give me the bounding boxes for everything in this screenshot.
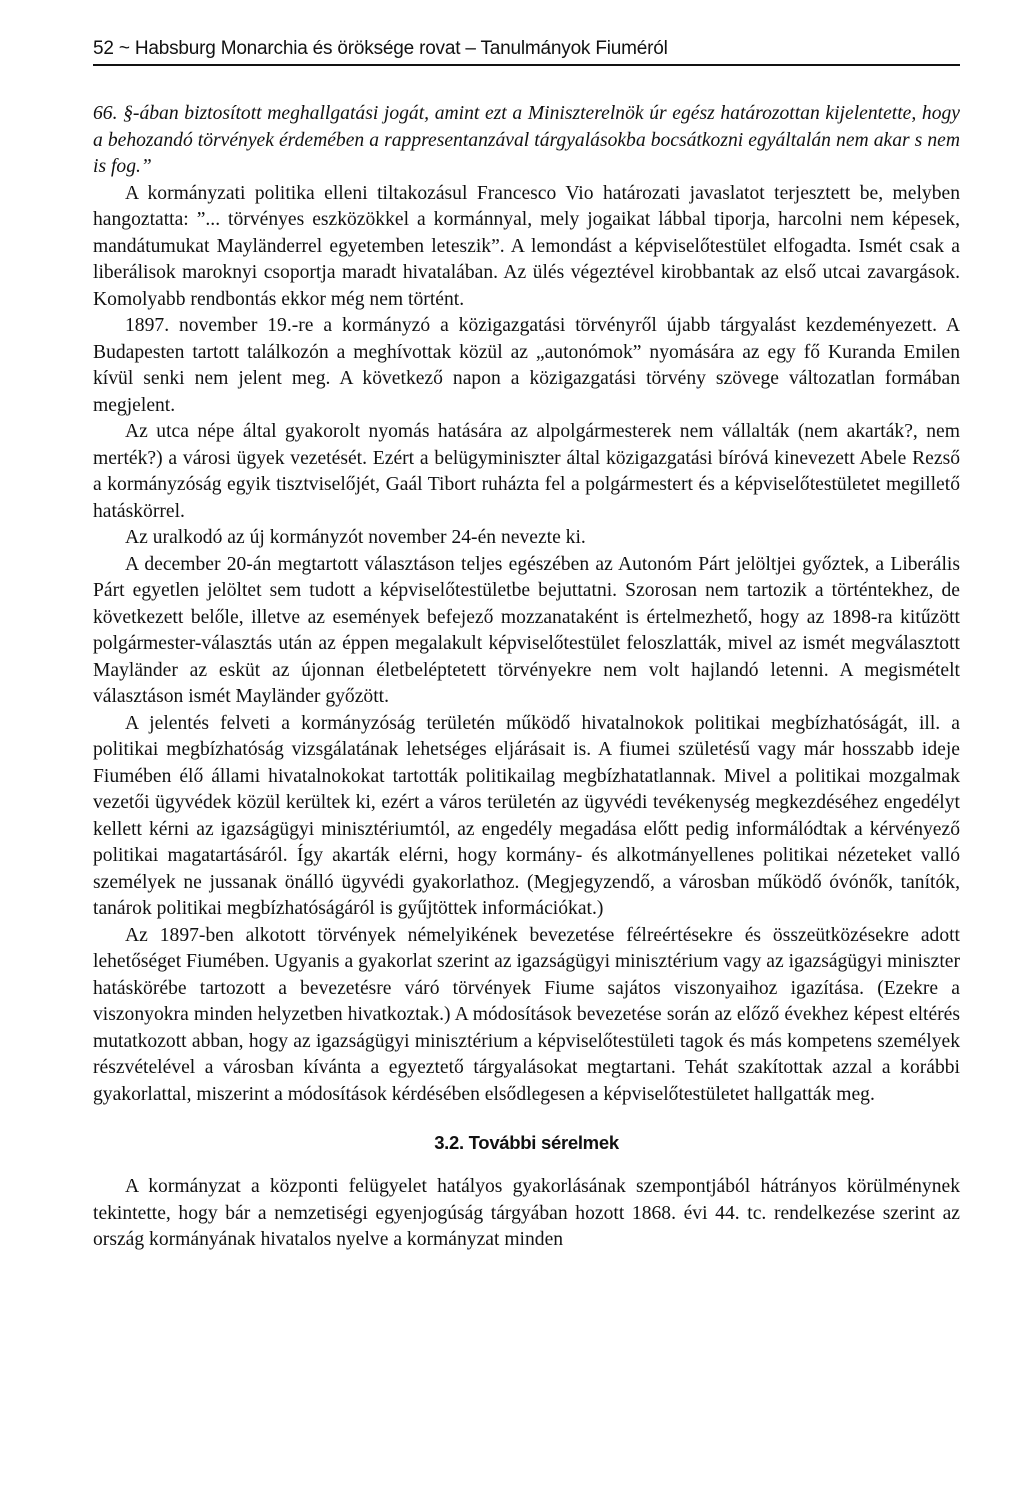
paragraph: A jelentés felveti a kormányzóság területén működő hivatalnokok politikai megbízhatóságát, ill. a politikai megbízhatóság vizsgálatának lehetséges eljárásait is. A fiumei születésű vagy már hosszabb ideje Fiumében élő állami hivatalnokokat tartották politikailag megbízhatatlannak. Mivel a politikai mozgalmak vezetői ügyvédek közül kerültek ki, ezért a város területén az ügyvédi tevékenység megkezdéséhez engedélyt kellett kérni az igazságügyi minisztériumtól, az engedély megadása előtt pedig informálódtak a kérvényező politikai magatartásáról. Így akarták elérni, hogy kormány- és alkotmányellenes politikai nézeteket valló személyek ne jussanak önálló ügyvédi gyakorlathoz. (Megjegyzendő, a városban működő óvónők, tanítók, tanárok politikai megbízhatóságáról is gyűjtöttek információkat.) <box>93 712 960 919</box>
paragraph: Az uralkodó az új kormányzót november 24-én nevezte ki. <box>125 527 586 548</box>
header-separator: ~ <box>118 38 130 59</box>
paragraph: Az 1897-ben alkotott törvények némelyikének bevezetése félreértésekre és összeütközésekre adott lehetőséget Fiumében. Ugyanis a gyakorlat szerint az igazságügyi minisztérium vagy az igazságügyi miniszter hatáskörébe tartozott a bevezetésre váró törvények Fiume sajátos viszonyaihoz igazítása. (Ezekre a viszonyokra minden helyzetben hivatkoztak.) A módosítások bevezetése során az előző évekhez képest eltérés mutatkozott abban, hogy az igazságügyi minisztérium a képviselőtestületi tagok és más kompetens személyek részvételével a városban kívánta a egyeztető tárgyalásokat megtartani. Tehát szakítottak azzal a korábbi gyakorlattal, miszerint a módosítások kérdésében elsődlegesen a képviselőtestületet hallgatták meg. <box>93 924 960 1105</box>
running-title: Habsburg Monarchia és öröksége rovat – Tanulmányok Fiuméról <box>134 38 668 59</box>
page-number: 52 <box>93 38 114 59</box>
book-page <box>93 32 960 1254</box>
paragraph: 1897. november 19.-re a kormányzó a közigazgatási törvényről újabb tárgyalást kezdeményezett. A Budapesten tartott találkozón a meghívottak közül az „autonómok” nyomására az egy fő Kuranda Emilen kívül senki nem jelent meg. A következő napon a közigazgatási törvény szövege változatlan formában megjelent. <box>93 315 960 416</box>
header-rule <box>93 64 960 66</box>
paragraph: A december 20-án megtartott választáson teljes egészében az Autonóm Párt jelöltjei győztek, a Liberális Párt egyetlen jelöltet sem tudott a képviselőtestületbe bejuttatni. Szorosan nem tartozik a történtekhez, de következett belőle, illetve az események befejező mozzanataként is értelmezhető, hogy az 1898-ra kitűzött polgármester-választás után az éppen megalakult képviselőtestület feloszlatták, mivel az ismét megválasztott Mayländer az esküt az újonnan életbeléptetett törvényekre nem volt hajlandó letenni. A megismételt választáson ismét Mayländer győzött. <box>93 553 960 707</box>
article-body <box>93 101 960 1254</box>
paragraph: A kormányzati politika elleni tiltakozásul Francesco Vio határozati javaslatot terjesztett be, melyben hangoztatta: ”... törvényes eszközökkel a kormánnyal, mely jogaikat lábbal tiporja, harcolni nem képesek, mandátumukat Mayländerrel egyetemben leteszik”. A lemondást a képviselőtestület elfogadta. Ismét csak a liberálisok maroknyi csoportja maradt hivatalában. Az ülés végeztével kirobbantak az első utcai zavargások. Komolyabb rendbontás ekkor még nem történt. <box>93 182 960 310</box>
paragraph: Az utca népe által gyakorolt nyomás hatására az alpolgármesterek nem vállalták (nem akarták?, nem merték?) a városi ügyek vezetését. Ezért a belügyminiszter által közigazgatási bíróvá kinevezett Abele Rezső a kormányzóság egyik tisztviselőjét, Gaál Tibort ruházta fel a polgármestert és a képviselőtestületet megillető hatáskörrel. <box>93 421 960 522</box>
quoted-paragraph: 66. §-ában biztosított meghallgatási jogát, amint ezt a Miniszterelnök úr egész határozottan kijelentette, hogy a behozandó törvények érdemében a rappresentanzával tárgyalásokba bocsátkozni egyáltalán nem akar s nem is fog.” <box>93 103 960 177</box>
section-heading: 3.2. További sérelmek <box>434 1132 619 1153</box>
running-header <box>93 32 960 62</box>
section-paragraph: A kormányzat a központi felügyelet hatályos gyakorlásának szempontjából hátrányos körülménynek tekintette, hogy bár a nemzetiségi egyenjogúság tárgyában hozott 1868. évi 44. tc. rendelkezése szerint az ország kormányának hivatalos nyelve a kormányzat minden <box>93 1176 960 1250</box>
